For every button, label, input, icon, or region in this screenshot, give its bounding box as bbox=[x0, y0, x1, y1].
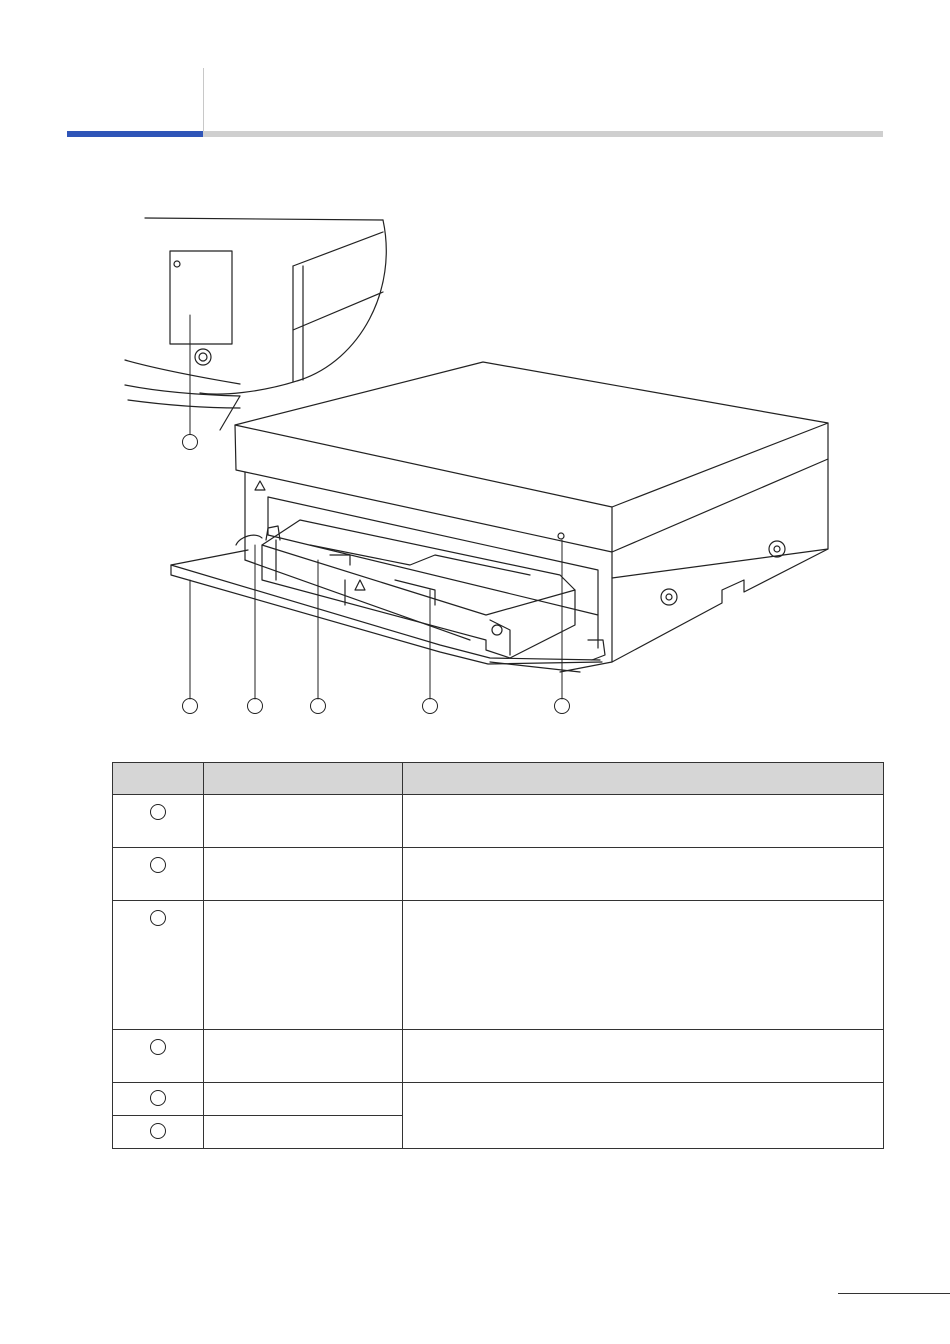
part-description-cell bbox=[403, 901, 884, 1030]
table-row bbox=[113, 795, 884, 848]
table-row bbox=[113, 901, 884, 1030]
part-description-cell bbox=[403, 1083, 884, 1149]
part-description bbox=[403, 795, 883, 813]
row-number bbox=[150, 1090, 166, 1106]
header-divider bbox=[203, 68, 204, 134]
callout-cartridge-slot bbox=[310, 698, 326, 714]
part-name-cell bbox=[204, 1083, 403, 1116]
callout-tray-lever bbox=[247, 698, 263, 714]
footer-rule bbox=[838, 1293, 950, 1294]
part-description bbox=[403, 1083, 883, 1101]
table-row bbox=[113, 1030, 884, 1083]
part-description-cell bbox=[403, 848, 884, 901]
row-number-cell bbox=[113, 848, 204, 901]
callout-label-door bbox=[182, 434, 198, 450]
parts-table bbox=[112, 762, 884, 1149]
table-row bbox=[113, 1083, 884, 1116]
leader-lines bbox=[190, 315, 562, 699]
callout-ink-cartridge bbox=[422, 698, 438, 714]
callout-status-lamp bbox=[554, 698, 570, 714]
callout-tray-door bbox=[182, 698, 198, 714]
part-name-cell bbox=[204, 901, 403, 1030]
row-number bbox=[150, 1123, 166, 1139]
main-unit bbox=[171, 362, 828, 672]
row-number bbox=[150, 857, 166, 873]
part-name bbox=[204, 1083, 402, 1101]
table-row bbox=[113, 848, 884, 901]
row-number-cell bbox=[113, 901, 204, 1030]
row-number bbox=[150, 804, 166, 820]
part-description bbox=[403, 1030, 883, 1048]
part-description-cell bbox=[403, 1030, 884, 1083]
part-description bbox=[403, 901, 883, 919]
header-accent-bar bbox=[67, 131, 203, 137]
column-header-name bbox=[204, 763, 403, 795]
part-name bbox=[204, 795, 402, 813]
row-number-cell bbox=[113, 1083, 204, 1116]
part-name-cell bbox=[204, 795, 403, 848]
part-name-cell bbox=[204, 1030, 403, 1083]
part-description-cell bbox=[403, 795, 884, 848]
row-number bbox=[150, 1039, 166, 1055]
header-rule bbox=[203, 131, 883, 137]
part-name bbox=[204, 1116, 402, 1134]
column-header-description bbox=[403, 763, 884, 795]
column-header-number bbox=[113, 763, 204, 795]
row-number-cell bbox=[113, 795, 204, 848]
device-illustration bbox=[0, 200, 950, 740]
row-number bbox=[150, 910, 166, 926]
row-number-cell bbox=[113, 1116, 204, 1149]
inset-detail bbox=[125, 218, 386, 430]
part-description bbox=[403, 848, 883, 866]
printer-line-drawing bbox=[0, 200, 950, 740]
part-name bbox=[204, 848, 402, 866]
table-header-row bbox=[113, 763, 884, 795]
row-number-cell bbox=[113, 1030, 204, 1083]
part-name bbox=[204, 901, 402, 919]
part-name bbox=[204, 1030, 402, 1048]
part-name-cell bbox=[204, 1116, 403, 1149]
part-name-cell bbox=[204, 848, 403, 901]
